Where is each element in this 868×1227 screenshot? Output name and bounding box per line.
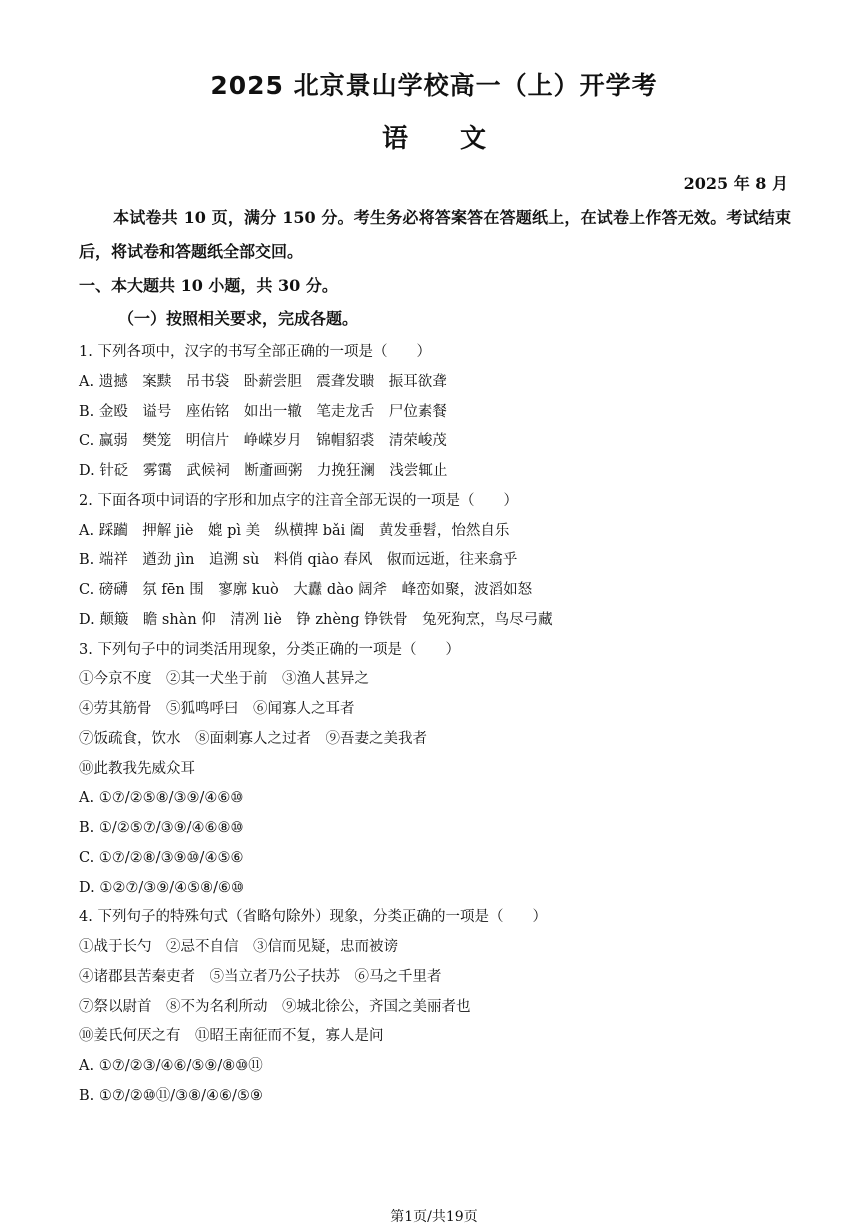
option-line: D. 针砭 雾霭 武候祠 断齑画粥 力挽狂澜 浅尝辄止	[79, 463, 448, 479]
part-one-heading: 一、本大题共 10 小题，共 30 分。	[79, 276, 338, 295]
option-line: D. 颠簸 瞻 shàn 仰 清冽 liè 铮 zhèng 铮铁骨 兔死狗烹，鸟尽弓藏	[79, 611, 553, 628]
option-line: C. ①⑦/②⑧/③⑨⑩/④⑤⑥	[79, 849, 244, 866]
exam-notice: 本试卷共 10 页，满分 150 分。考生务必将答案答在答题纸上，在试卷上作答无效。考试结束后，将试卷和答题纸全部交回。	[79, 208, 791, 261]
option-line: A. ①⑦/②③/④⑥/⑤⑨/⑧⑩⑪	[79, 1058, 263, 1074]
sentence-line: ①战于长勺 ②忌不自信 ③信而见疑，忠而被谤	[79, 939, 398, 955]
subject-title: 语文	[381, 124, 538, 154]
option-line: C. 赢弱 樊笼 明信片 峥嵘岁月 锦帽貂裘 清荣峻茂	[79, 433, 447, 450]
option-line: A. 踩躏 押解 jiè 媲 pì 美 纵横捭 bǎi 阖 黄发垂髫，怡然自乐	[79, 522, 510, 539]
option-line: B. ①⑦/②⑩⑪/③⑧/④⑥/⑤⑨	[79, 1087, 263, 1104]
sentence-line: ⑩姜氏何厌之有 ⑪昭王南征而不复，寡人是问	[79, 1028, 384, 1045]
option-line: B. 金殴 谥号 座佑铭 如出一辙 笔走龙舌 尸位素餐	[79, 403, 447, 420]
sentence-line: ⑦祭以尉首 ⑧不为名利所动 ⑨城北徐公，齐国之美丽者也	[79, 998, 471, 1015]
page-number: 第1页/共19页	[390, 1209, 478, 1225]
sentence-line: ⑦饭疏食，饮水 ⑧面刺寡人之过者 ⑨吾妻之美我者	[79, 730, 427, 747]
exam-date: 2025 年 8 月	[683, 174, 788, 193]
option-line: B. ①/②⑤⑦/③⑨/④⑥⑧⑩	[79, 820, 244, 836]
question-line: 2. 下面各项中词语的字形和加点字的注音全部无误的一项是（ ）	[79, 492, 518, 509]
question-line: 3. 下列句子中的词类活用现象，分类正确的一项是（ ）	[79, 641, 460, 658]
sentence-line: ⑩此教我先威众耳	[79, 760, 195, 777]
exam-title: 2025 北京景山学校高一（上）开学考	[210, 71, 658, 100]
sentence-line: ④诸郡县苦秦吏者 ⑤当立者乃公子扶苏 ⑥马之千里者	[79, 968, 442, 985]
sentence-line: ①今京不度 ②其一犬坐于前 ③渔人甚异之	[79, 671, 369, 688]
option-line: A. ①⑦/②⑤⑧/③⑨/④⑥⑩	[79, 790, 244, 807]
question-line: 4. 下列句子的特殊句式（省略句除外）现象，分类正确的一项是（ ）	[79, 909, 547, 926]
option-line: C. 磅礴 氛 fēn 围 寥廓 kuò 大纛 dào 阔斧 峰峦如聚，波滔如怒	[79, 582, 533, 598]
sentence-line: ④劳其筋骨 ⑤狐鸣呼曰 ⑥闻寡人之耳者	[79, 701, 355, 717]
option-line: D. ①②⑦/③⑨/④⑤⑧/⑥⑩	[79, 879, 244, 896]
question-line: 1. 下列各项中，汉字的书写全部正确的一项是（ ）	[79, 344, 431, 360]
option-line: A. 遗撼 案黩 吊书袋 卧薪尝胆 震聋发聩 振耳欲聋	[79, 373, 447, 390]
question-list	[79, 338, 799, 1112]
option-line: B. 端祥 遒劲 jìn 追溯 sù 料俏 qiào 春风 俶而远逝，往来翕乎	[79, 552, 518, 569]
part-one-subheading: （一）按照相关要求，完成各题。	[118, 309, 359, 328]
